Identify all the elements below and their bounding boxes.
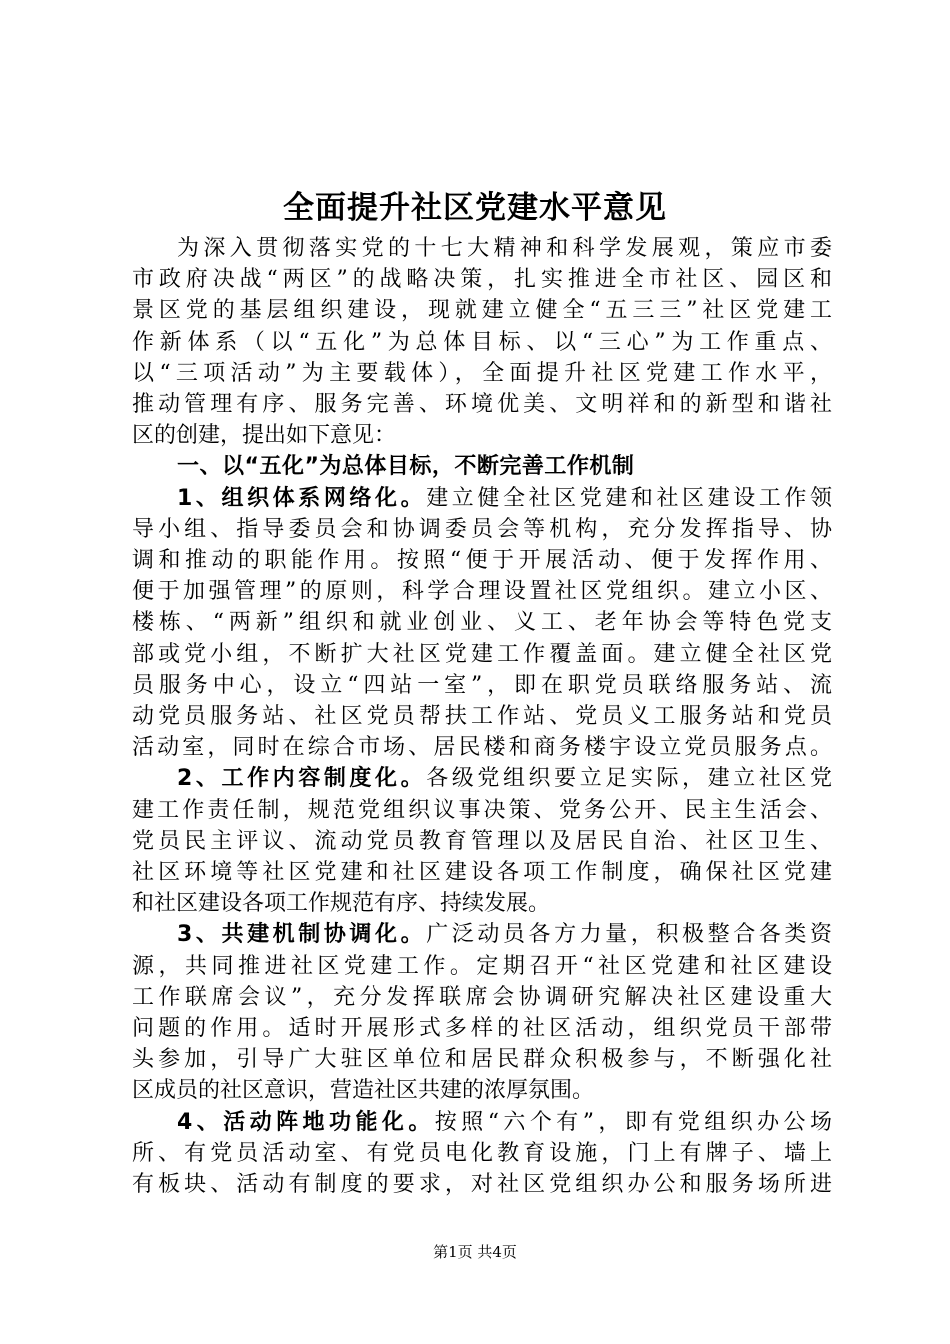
item2-first-line bbox=[177, 762, 832, 796]
item1-line: 导小组、指导委员会和协调委员会等机构，充分发挥指导、协 bbox=[132, 517, 832, 542]
intro-line: 景区党的基层组织建设，现就建立健全“五三三”社区党建工 bbox=[132, 298, 832, 323]
item1-line: 动党员服务站、社区党员帮扶工作站、党员义工服务站和党员 bbox=[132, 704, 832, 729]
item3-line: 源，共同推进社区党建工作。定期召开“社区党建和社区建设 bbox=[132, 954, 832, 979]
item1-line: 便于加强管理”的原则，科学合理设置社区党组织。建立小区、 bbox=[132, 579, 832, 604]
item2-text: 各级党组织要立足实际，建立社区党 bbox=[426, 766, 832, 791]
item4-first-line bbox=[177, 1106, 832, 1140]
item1-line: 楼栋、“两新”组织和就业创业、义工、老年协会等特色党支 bbox=[132, 610, 832, 635]
item1-line: 活动室，同时在综合市场、居民楼和商务楼宇设立党员服务点。 bbox=[132, 735, 832, 760]
document-title: 全面提升社区党建水平意见 bbox=[283, 190, 667, 226]
item4-text: 按照“六个有”，即有党组织办公场 bbox=[434, 1110, 833, 1135]
page-number-footer: 第1页 共4页 bbox=[433, 1243, 517, 1261]
item1-line: 员服务中心，设立“四站一室”，即在职党员联络服务站、流 bbox=[132, 673, 832, 698]
item2-label: 2、工作内容制度化。 bbox=[177, 766, 427, 791]
item3-line: 头参加，引导广大驻区单位和居民群众积极参与，不断强化社 bbox=[132, 1047, 832, 1072]
item2-line: 社区环境等社区党建和社区建设各项工作制度，确保社区党建 bbox=[132, 860, 832, 885]
item1-label: 1、组织体系网络化。 bbox=[177, 486, 427, 511]
item2-line: 建工作责任制，规范党组织议事决策、党务公开、民主生活会、 bbox=[132, 798, 832, 823]
intro-line: 作新体系（以“五化”为总体目标、以“三心”为工作重点、 bbox=[132, 330, 832, 355]
item3-line: 区成员的社区意识，营造社区共建的浓厚氛围。 bbox=[132, 1078, 595, 1103]
intro-line: 以“三项活动”为主要载体），全面提升社区党建工作水平， bbox=[132, 361, 832, 386]
item4-label: 4、活动阵地功能化。 bbox=[177, 1110, 435, 1135]
item4-line: 有板块、活动有制度的要求，对社区党组织办公和服务场所进 bbox=[132, 1172, 832, 1197]
intro-line: 市政府决战“两区”的战略决策，扎实推进全市社区、园区和 bbox=[132, 267, 832, 292]
item1-first-line bbox=[177, 482, 832, 516]
intro-line: 为深入贯彻落实党的十七大精神和科学发展观，策应市委 bbox=[177, 236, 832, 261]
item4-line: 所、有党员活动室、有党员电化教育设施，门上有牌子、墙上 bbox=[132, 1141, 832, 1166]
item3-first-line bbox=[177, 918, 832, 952]
item3-label: 3、共建机制协调化。 bbox=[177, 922, 427, 947]
section-heading: 一、以“五化”为总体目标，不断完善工作机制 bbox=[177, 454, 635, 479]
item1-line: 部或党小组，不断扩大社区党建工作覆盖面。建立健全社区党 bbox=[132, 642, 832, 667]
item2-line: 党员民主评议、流动党员教育管理以及居民自治、社区卫生、 bbox=[132, 829, 832, 854]
intro-line: 区的创建，提出如下意见： bbox=[132, 423, 397, 448]
item2-line: 和社区建设各项工作规范有序、持续发展。 bbox=[132, 891, 551, 916]
item1-text: 建立健全社区党建和社区建设工作领 bbox=[426, 486, 832, 511]
item1-line: 调和推动的职能作用。按照“便于开展活动、便于发挥作用、 bbox=[132, 548, 832, 573]
item3-text: 广泛动员各方力量，积极整合各类资 bbox=[426, 922, 832, 947]
item3-line: 问题的作用。适时开展形式多样的社区活动，组织党员干部带 bbox=[132, 1016, 832, 1041]
intro-line: 推动管理有序、服务完善、环境优美、文明祥和的新型和谐社 bbox=[132, 392, 832, 417]
item3-line: 工作联席会议”，充分发挥联席会协调研究解决社区建设重大 bbox=[132, 985, 832, 1010]
